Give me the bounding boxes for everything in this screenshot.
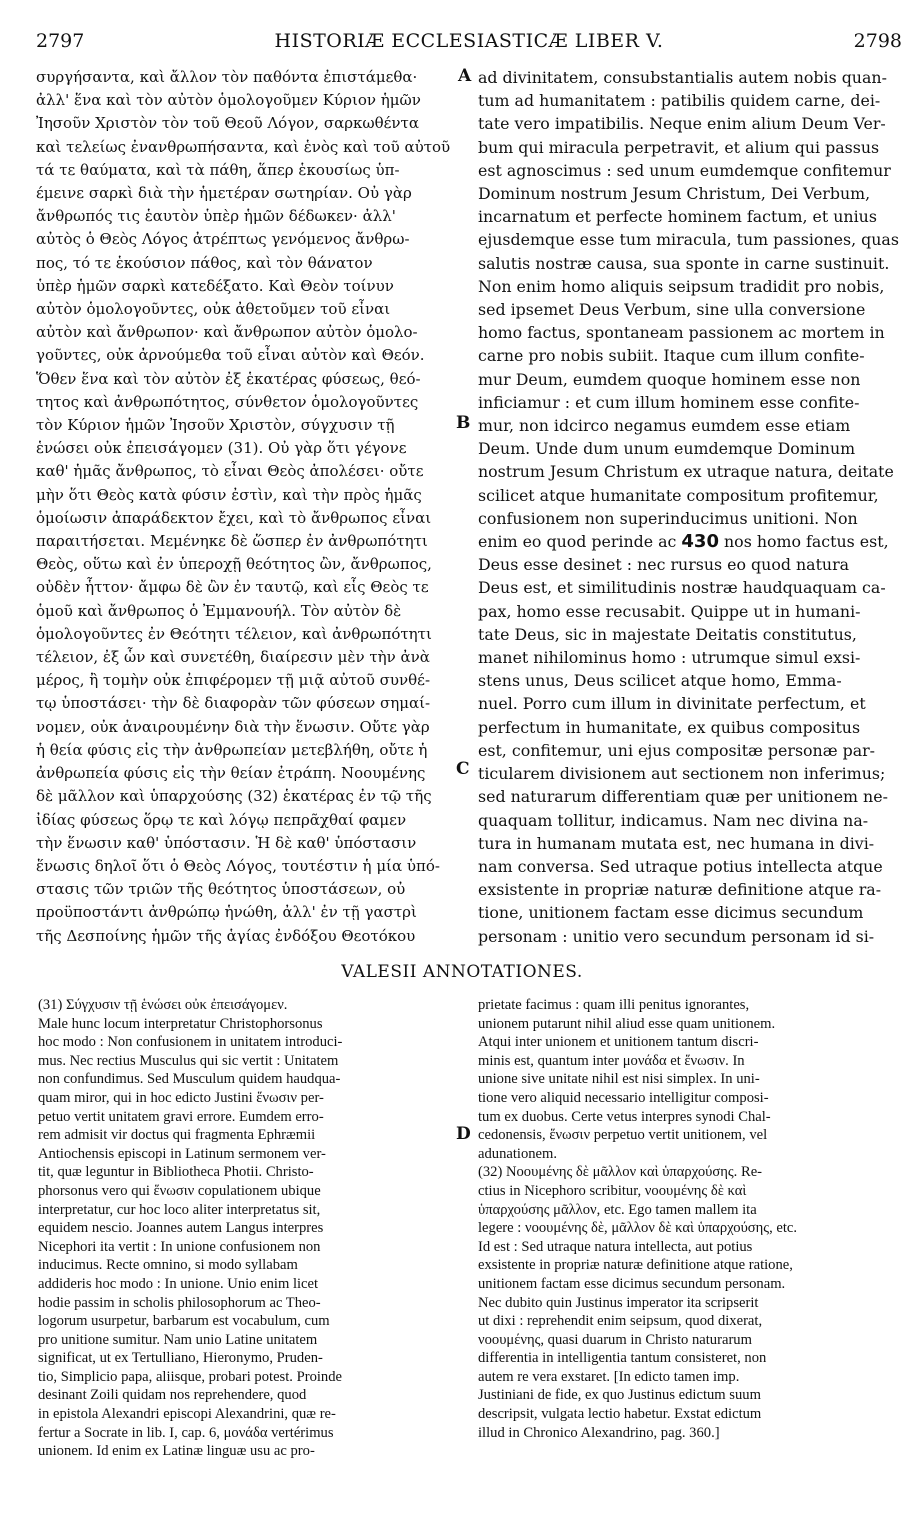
latin-text-line: Deus est, et similitudinis nostræ haudquaquam ca- xyxy=(478,578,886,598)
greek-text-line: στασις τῶν τριῶν τῆς θεότητος ὑποστάσεων, οὐ xyxy=(36,880,406,899)
annotation-line: ut dixi : reprehendit enim seipsum, quod dixerat, xyxy=(478,1313,763,1330)
latin-text-line: ejusdemque esse tum miracula, tum passiones, quas xyxy=(478,230,899,250)
annotation-line: Justiniani de fide, ex quo Justinus edictum suum xyxy=(478,1387,761,1404)
greek-text-line: τέλειον, ἐξ ὧν καὶ συνετέθη, διαίρεσιν μὲν τὴν ἀνὰ xyxy=(36,648,430,667)
greek-text-line: ἡ θεία φύσις εἰς τὴν ἀνθρωπείαν μετεβλήθη, οὔτε ἡ xyxy=(36,740,428,759)
annotation-line: fertur a Socrate in lib. I, cap. 6, μονάδα vertérimus xyxy=(38,1424,334,1441)
latin-text-line: nostrum Jesum Christum ex utraque natura, deitate xyxy=(478,462,894,482)
annotation-line: (31) Σύγχυσιν τῇ ἑνώσει οὐκ ἐπεισάγομεν. xyxy=(38,997,288,1013)
greek-text-line: μέρος, ἢ τομὴν οὐκ ἐπιφέρομεν τῇ μιᾷ αὐτοῦ συνθέ- xyxy=(36,671,431,690)
greek-text-line: αὐτὸς ὁ Θεὸς Λόγος ἀτρέπτως γενόμενος ἄνθρω- xyxy=(36,230,410,249)
latin-text-line: quaquam tollitur, indicamus. Nam nec divina na- xyxy=(478,810,869,830)
latin-text-line: sed naturarum differentiam quæ per unitionem ne- xyxy=(478,787,888,807)
running-header xyxy=(36,30,902,56)
text-fragment: nos homo factus est, xyxy=(718,532,889,552)
greek-text-line: ἀλλ' ἕνα καὶ τὸν αὐτὸν ὁμολογοῦμεν Κύριον ἡμῶν xyxy=(36,91,421,110)
greek-text-line: ἑνώσει οὐκ ἐπεισάγομεν (31). Οὐ γὰρ ὅτι γέγονε xyxy=(36,439,407,458)
annotation-line: descripsit, vulgata lectio habetur. Exstat edictum xyxy=(478,1406,762,1423)
annotation-line: tio, Simplicio papa, aliisque, probari potest. Proinde xyxy=(38,1368,342,1385)
latin-text-line: mur, non idcirco negamus eumdem esse etiam xyxy=(478,416,851,436)
greek-text-line: αὐτὸν καὶ ἄνθρωπον· καὶ ἄνθρωπον αὐτὸν ὁμολο- xyxy=(36,323,418,342)
annotation-line: unionem putarunt nihil aliud esse quam unitionem. xyxy=(478,1015,776,1032)
greek-text-line: καθ' ἡμᾶς ἄνθρωπος, τὸ εἶναι Θεὸς ἀπολέσει· οὔτε xyxy=(36,462,424,481)
annotation-line: legere : νοουμένης δὲ, μᾶλλον δὲ καὶ ὑπαρχούσης, etc. xyxy=(478,1220,798,1237)
annotation-line: significat, ut ex Tertulliano, Hieronymo, Pruden- xyxy=(38,1350,323,1367)
greek-text-line: ἄνθρωπός τις ἑαυτὸν ὑπὲρ ἡμῶν δέδωκεν· ἀλλ' xyxy=(36,207,396,226)
annotation-line: ὑπαρχούσης μᾶλλον, etc. Ego tamen mallem ita xyxy=(478,1201,757,1218)
latin-text-line: scilicet atque humanitate compositum profitemur, xyxy=(478,485,879,505)
greek-text-line: δὲ μᾶλλον καὶ ὑπαρχούσης (32) ἑκατέρας ἐν τῷ τῆς xyxy=(36,787,432,806)
annotations-left-column xyxy=(38,996,462,1461)
latin-text-line: Non enim homo aliquis seipsum tradidit pro nobis, xyxy=(478,276,885,296)
annotation-line: Nec dubito quin Justinus imperator ita scripserit xyxy=(478,1294,759,1311)
greek-text-line: ὑπὲρ ἡμῶν σαρκὶ κατεδέξατο. Καὶ Θεὸν τοίνυν xyxy=(36,276,394,295)
greek-text-line: ὁμολογοῦντες ἐν Θεότητι τέλειον, καὶ ἀνθρωπότητι xyxy=(36,624,432,643)
annotation-line: cedonensis, ἕνωσιν perpetuo vertit unitionem, vel xyxy=(478,1127,768,1144)
greek-text-line: τὴν ἕνωσιν καθ' ὑπόστασιν. Ἡ δὲ καθ' ὑπόστασιν xyxy=(36,833,417,852)
latin-text-line: mur Deum, eumdem quoque hominem esse non xyxy=(478,369,861,389)
annotation-line: Male hunc locum interpretatur Christophorsonus xyxy=(38,1015,323,1032)
annotation-line: unione sive unitate nihil est nisi simplex. In uni- xyxy=(478,1071,760,1088)
annotation-line: equidem nescio. Joannes autem Langus interpres xyxy=(38,1220,324,1237)
latin-text-line: ad divinitatem, consubstantialis autem nobis quan- xyxy=(478,68,887,87)
margin-marker-c: C xyxy=(456,759,470,779)
latin-text-line: sed ipsemet Deus Verbum, sine ulla conversione xyxy=(478,300,866,320)
annotation-line: differentia in intelligentia tantum consisteret, non xyxy=(478,1350,767,1367)
greek-text-line: ἰδίας φύσεως ὅρῳ τε καὶ λόγῳ πεπρᾶχθαί φαμεν xyxy=(36,810,407,829)
annotation-line: inducimus. Recte omnino, si modo syllabam xyxy=(38,1257,298,1274)
latin-text-line: Deus esse desinet : nec rursus eo quod natura xyxy=(478,555,850,575)
latin-text-line: ticularem divisionem aut sectionem non inferimus; xyxy=(478,764,886,784)
latin-text-line: bum qui miracula perpetravit, et alium qui passus xyxy=(478,137,880,157)
latin-text-line: perfectum in humanitate, ex quibus compositus xyxy=(478,717,861,737)
latin-text-line: tate vero impatibilis. Neque enim alium Deum Ver- xyxy=(478,114,886,134)
annotation-line: phorsonus vero qui ἕνωσιν copulationem ubique xyxy=(38,1182,321,1199)
greek-text-line: νομεν, οὐκ ἀναιρουμένην διὰ τὴν ἕνωσιν. Οὔτε γὰρ xyxy=(36,717,430,736)
annotation-line: interpretatur, cur hoc loco aliter interpretatus sit, xyxy=(38,1201,321,1218)
latin-text-line: homo factus, spontaneam passionem ac mortem in xyxy=(478,323,885,343)
latin-text-line: confusionem non superinducimus unitioni. Non xyxy=(478,508,858,528)
annotation-line: quam miror, qui in hoc edicto Justini ἕνωσιν per- xyxy=(38,1089,324,1106)
left-page-number: 2797 xyxy=(36,30,85,52)
greek-text-line: Ἰησοῦν Χριστὸν τὸν τοῦ Θεοῦ Λόγον, σαρκωθέντα xyxy=(36,114,419,133)
annotation-line: Id est : Sed utraque natura intellecta, aut potius xyxy=(478,1238,753,1255)
annotation-line: pro unitione sumitur. Nam unio Latine unitatem xyxy=(38,1331,318,1348)
latin-text-line: stens unus, Deus scilicet atque homo, Emma- xyxy=(478,671,842,691)
latin-text-line: nam conversa. Sed utraque potius intellecta atque xyxy=(478,856,883,876)
latin-text-line: nuel. Porro cum illum in divinitate perfectum, et xyxy=(478,694,866,714)
latin-text-line: est, confitemur, uni ejus compositæ personæ par- xyxy=(478,740,876,760)
latin-text-line: est agnoscimus : sed unum eumdemque confitemur xyxy=(478,160,891,180)
annotation-line: minis est, quantum inter μονάδα et ἕνωσιν. In xyxy=(478,1052,745,1069)
annotation-line: rem admisit vir doctus qui fragmenta Ephræmii xyxy=(38,1127,316,1144)
annotation-line: Antiochensis episcopi in Latinum sermonem ver- xyxy=(38,1145,326,1162)
annotation-line: Atqui inter unionem et unitionem tantum discri- xyxy=(478,1034,759,1051)
greek-text-line: έμεινε σαρκὶ διὰ τὴν ἡμετέραν σωτηρίαν. Οὐ γὰρ xyxy=(36,184,412,203)
annotation-line: desinant Zoili quidam nos reprehendere, quod xyxy=(38,1387,307,1404)
margin-marker-b: B xyxy=(456,413,471,433)
annotation-line: prietate facimus : quam illi penitus ignorantes, xyxy=(478,997,750,1013)
annotation-line: autem re vera exstaret. [In edicto tamen imp. xyxy=(478,1368,740,1385)
column-number: 430 xyxy=(681,531,719,553)
greek-text-line: τῆς Δεσποίνης ἡμῶν τῆς ἁγίας ἐνδόξου Θεοτόκου xyxy=(36,926,416,945)
latin-text-line: carne pro nobis subiit. Itaque cum illum confite- xyxy=(478,346,865,366)
annotation-line: illud in Chronico Alexandrino, pag. 360.] xyxy=(478,1424,720,1441)
latin-text-line: tura in humanam mutata est, nec humana in divi- xyxy=(478,833,875,853)
annotations-right-column xyxy=(478,996,906,1442)
greek-text-line: αὐτὸν ὁμολογοῦντες, οὐκ ἀθετοῦμεν τοῦ εἶναι xyxy=(36,300,391,319)
greek-text-line: οὐδὲν ἧττον· ἄμφω δὲ ὢν ἐν ταυτῷ, καὶ εἷς Θεὸς τε xyxy=(36,578,429,597)
annotation-line: unitionem factam esse dicimus secundum personam. xyxy=(478,1275,786,1292)
latin-text-line: exsistente in propriæ naturæ definitione atque ra- xyxy=(478,880,882,900)
latin-text-line: inficiamur : et cum illum hominem esse confite- xyxy=(478,392,860,412)
latin-text-column xyxy=(478,66,906,948)
running-title: HISTORIÆ ECCLESIASTICÆ LIBER V. xyxy=(274,30,664,52)
greek-text-line: προϋποστάντι ἀνθρώπῳ ἡνώθη, ἀλλ' ἐν τῇ γαστρὶ xyxy=(36,903,417,922)
greek-text-line: τῳ ὑποστάσει· τὴν δὲ διαφορὰν τῶν φύσεων σημαί- xyxy=(36,694,431,713)
greek-text-line: γοῦντες, οὐκ ἀρνούμεθα τοῦ εἶναι αὐτὸν καὶ Θεόν. xyxy=(36,346,425,365)
latin-text-line: tione, unitionem factam esse dicimus secundum xyxy=(478,903,864,923)
annotation-line: (32) Νοουμένης δὲ μᾶλλον καὶ ὑπαρχούσης. Re- xyxy=(478,1164,763,1181)
greek-text-line: ὁμοίωσιν ἀπαράδεκτον ἔχει, καὶ τὸ ἄνθρωπος εἶναι xyxy=(36,508,432,527)
greek-text-line: τητος καὶ ἀνθρωπότητος, σύνθετον ὁμολογοῦντες xyxy=(36,392,419,411)
greek-text-line: ἕνωσις δηλοῖ ὅτι ὁ Θεὸς Λόγος, τουτέστιν ἡ μία ὑπό- xyxy=(36,856,440,875)
annotation-line: mus. Nec rectius Musculus qui sic vertit : Unitatem xyxy=(38,1052,339,1069)
latin-text-line xyxy=(478,530,906,553)
greek-text-line: ἀνθρωπεία φύσις εἰς τὴν θείαν ἐτράπη. Νοουμένης xyxy=(36,764,426,783)
margin-marker-a: A xyxy=(458,66,472,86)
annotation-line: addideris hoc modo : In unione. Unio enim licet xyxy=(38,1275,319,1292)
greek-text-line: Θεὸς, οὕτω καὶ ἐν ὑπεροχῇ θεότητος ὢν, ἄνθρωπος, xyxy=(36,555,432,574)
right-page-number: 2798 xyxy=(853,30,902,52)
greek-text-line: μὴν ὅτι Θεὸς κατὰ φύσιν ἐστὶν, καὶ τὴν πρὸς ἡμᾶς xyxy=(36,485,422,504)
latin-text-line: manet nihilominus homo : utrumque simul exsi- xyxy=(478,648,861,668)
latin-text-line: tum ad humanitatem : patibilis quidem carne, dei- xyxy=(478,91,881,111)
greek-text-column xyxy=(36,66,466,948)
greek-text-line: καὶ τελείως ἐνανθρωπήσαντα, καὶ ἑνὸς καὶ τοῦ αὐτοῦ xyxy=(36,137,451,156)
annotation-line: νοουμένης, quasi duarum in Christo naturarum xyxy=(478,1331,752,1348)
annotation-line: hodie passim in scholis philosophorum ac Theo- xyxy=(38,1294,321,1311)
margin-marker-d: D xyxy=(456,1124,471,1144)
greek-text-line: παραιτήσεται. Μεμένηκε δὲ ὥσπερ ἐν ἀνθρωπότητι xyxy=(36,532,428,551)
text-fragment: enim eo quod perinde ac xyxy=(478,532,682,552)
greek-text-line: τά τε θαύματα, καὶ τὰ πάθη, ἅπερ ἑκουσίως ὑπ- xyxy=(36,160,400,179)
annotation-line: hoc modo : Non confusionem in unitatem introduci- xyxy=(38,1034,343,1051)
latin-text-line: Deum. Unde dum unum eumdemque Dominum xyxy=(478,439,856,459)
annotation-line: unionem. Id enim ex Latinæ linguæ usu ac pro- xyxy=(38,1443,315,1460)
annotation-line: logorum usurpetur, barbarum est vocabulum, cum xyxy=(38,1313,330,1330)
annotations-title: VALESII ANNOTATIONES. xyxy=(341,962,583,982)
greek-text-line: Ὅθεν ἕνα καὶ τὸν αὐτὸν ἐξ ἑκατέρας φύσεως, θεό- xyxy=(36,369,421,388)
annotation-line: ctius in Nicephoro scribitur, νοουμένης δὲ καὶ xyxy=(478,1182,747,1199)
annotation-line: exsistente in propriæ naturæ definitione atque ratione, xyxy=(478,1257,793,1274)
latin-text-line: personam : unitio vero secundum personam id si- xyxy=(478,926,875,946)
annotation-line: tit, quæ leguntur in Bibliotheca Photii. Christo- xyxy=(38,1164,314,1181)
greek-text-line: ὁμοῦ καὶ ἄνθρωπος ὁ Ἐμμανουήλ. Τὸν αὐτὸν δὲ xyxy=(36,601,402,620)
latin-text-line: incarnatum et perfecte hominem factum, et unius xyxy=(478,207,877,227)
annotation-line: tione vero aliquid necessario intelligitur composi- xyxy=(478,1089,769,1106)
greek-text-line: συργήσαντα, καὶ ἄλλον τὸν παθόντα ἐπιστάμεθα· xyxy=(36,68,418,86)
latin-text-line: tate Deus, sic in majestate Deitatis constitutus, xyxy=(478,624,857,644)
annotation-line: petuo vertit unitatem gravi errore. Eumdem erro- xyxy=(38,1108,324,1125)
greek-text-line: τὸν Κύριον ἡμῶν Ἰησοῦν Χριστὸν, σύγχυσιν τῇ xyxy=(36,416,395,435)
latin-text-line: salutis nostræ causa, sua sponte in carne sustinuit. xyxy=(478,253,890,273)
latin-text-line: pax, homo esse recusabit. Quippe ut in humani- xyxy=(478,601,861,621)
annotation-line: tum ex duobus. Certe vetus interpres synodi Chal- xyxy=(478,1108,771,1125)
annotation-line: adunationem. xyxy=(478,1145,558,1162)
annotation-line: in epistola Alexandri episcopi Alexandrini, quæ re- xyxy=(38,1406,336,1423)
greek-text-line: πος, τό τε ἑκούσιον πάθος, καὶ τὸν θάνατον xyxy=(36,253,373,272)
latin-text-line: Dominum nostrum Jesum Christum, Dei Verbum, xyxy=(478,184,871,204)
annotation-line: non confundimus. Sed Musculum quidem haudqua- xyxy=(38,1071,341,1088)
annotation-line: Nicephori ita vertit : In unione confusionem non xyxy=(38,1238,321,1255)
